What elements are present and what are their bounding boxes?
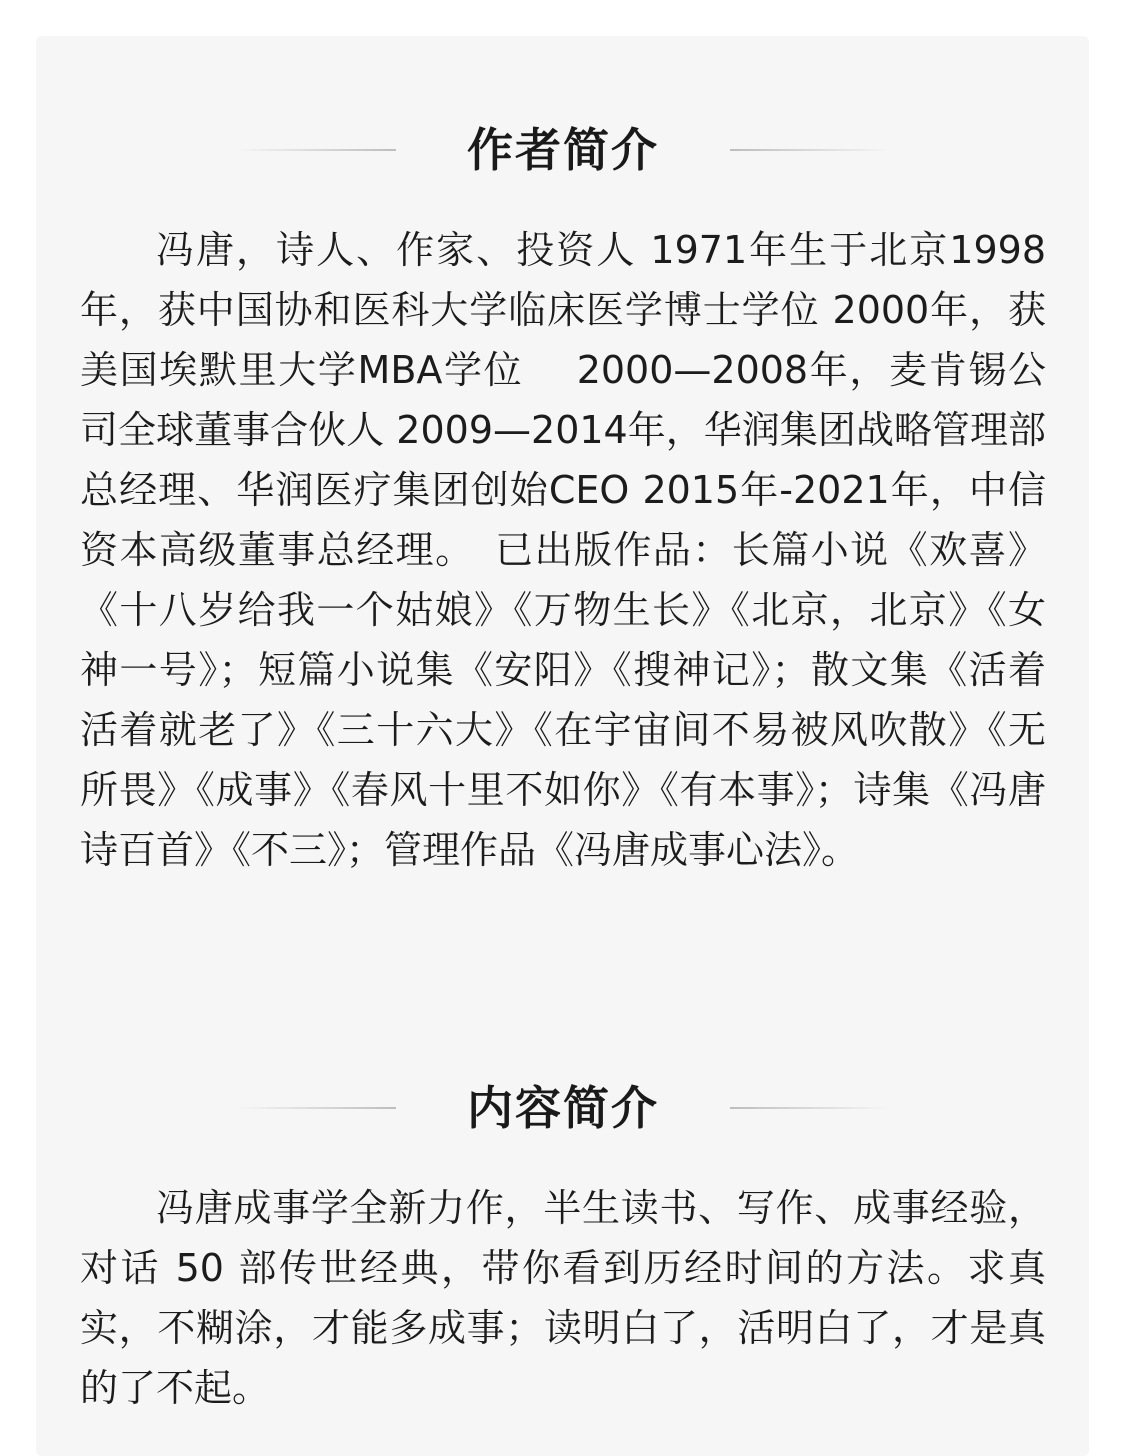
- content-section-header: [36, 1068, 1089, 1148]
- title-divider-right: [730, 149, 890, 151]
- intro-card: [36, 36, 1089, 1456]
- content-summary-text: 冯唐成事学全新力作，半生读书、写作、成事经验，对话 50 部传世经典，带你看到历经时间的方法。求真实，不糊涂，才能多成事；读明白了，活明白了，才是真的了不起。: [80, 1186, 1046, 1410]
- author-bio-text: 冯唐，诗人、作家、投资人 1971年生于北京1998年，获中国协和医科大学临床医学博士学位 2000年，获美国埃默里大学MBA学位 2000—2008年，麦肯锡公司全球董事合伙人 2009—2014年，华润集团战略管理部总经理、华润医疗集团创始CEO 2015年-2021年，中信资本高级董事总经理。 已出版作品：长篇小说《欢喜》《十八岁给我一个姑娘》《万物生长》《北京，北京》《女神一号》；短篇小说集《安阳》《搜神记》；散文集《活着活着就老了》《三十六大》《在宇宙间不易被风吹散》《无所畏》《成事》《春风十里不如你》《有本事》；诗集《冯唐诗百首》《不三》；管理作品《冯唐成事心法》。: [80, 228, 1046, 872]
- title-divider-right: [730, 1107, 890, 1109]
- title-divider-left: [236, 149, 396, 151]
- content-section-title: 内容简介: [467, 1081, 659, 1135]
- author-section-title: 作者简介: [467, 123, 659, 177]
- author-section-header: [36, 110, 1089, 190]
- title-divider-left: [236, 1107, 396, 1109]
